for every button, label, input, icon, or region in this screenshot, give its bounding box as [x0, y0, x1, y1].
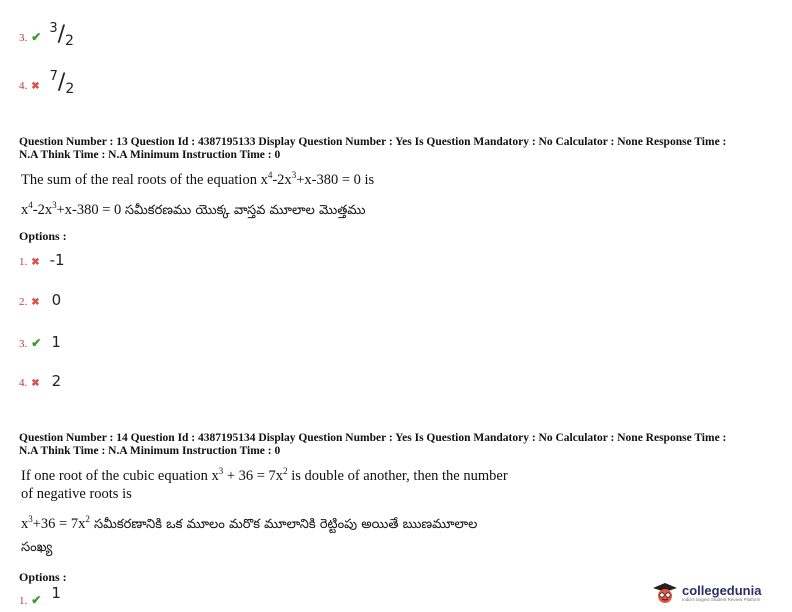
- q14-question-te: $x^3+36 = 7x^2$ సమీకరణానికి ఒక మూలం మరొక మూలానికి రెట్టింపు అయితే ఋణమూలాల: [21, 514, 478, 532]
- q13-options-label: Options :: [19, 229, 67, 243]
- q13-option-4: [19, 372, 61, 391]
- option-number: 1.: [19, 595, 28, 607]
- q13-question-en: The sum of the real roots of the equation $x^4-2x^3+x-380 = 0$ is: [21, 170, 375, 188]
- q13-option-1: [19, 251, 65, 270]
- option-number: 4.: [19, 80, 28, 92]
- wrong-cross-icon: ✖: [31, 257, 40, 268]
- q14-question-en-line2: of negative roots is: [21, 485, 132, 502]
- wrong-cross-icon: ✖: [31, 81, 40, 92]
- q14-meta-line1: Question Number : 14 Question Id : 4387195134 Display Question Number : Yes Is Question Mandatory : No Calculator : None Response Time :: [19, 432, 727, 444]
- option-fraction: $^3/_2$: [49, 21, 74, 49]
- logo-name: collegedunia: [682, 582, 762, 598]
- option-number: 3.: [19, 32, 28, 44]
- option-number: 4.: [19, 377, 28, 389]
- logo-tagline: India's largest Student Review Platform: [682, 596, 761, 602]
- q14-meta-line2: N.A Think Time : N.A Minimum Instruction Time : 0: [19, 445, 281, 457]
- q13-meta-line1: Question Number : 13 Question Id : 4387195133 Display Question Number : Yes Is Question Mandatory : No Calculator : None Response Time :: [19, 136, 727, 148]
- wrong-cross-icon: ✖: [31, 378, 40, 389]
- option-value: 0: [51, 291, 62, 309]
- correct-check-icon: ✔: [31, 30, 42, 44]
- q13-meta-line2: N.A Think Time : N.A Minimum Instruction Time : 0: [19, 149, 281, 161]
- option-fraction: $^7/_2$: [49, 69, 75, 97]
- q14-question-te-line2: సంఖ్య: [21, 540, 53, 555]
- option-value: 2: [51, 372, 62, 390]
- option-number: 1.: [19, 256, 28, 268]
- q14-options-label: Options :: [19, 570, 67, 584]
- q14-question-en: If one root of the cubic equation $x^3 + 36 = 7x^2$ is double of another, then the number of negative roots is: [21, 466, 508, 502]
- q13-question-te: $x^4-2x^3+x-380 = 0$ సమీకరణము యొక్క వాస్తవ మూలాల మొత్తము: [21, 200, 366, 218]
- q13-option-2: [19, 291, 61, 310]
- option-value: 1: [51, 333, 61, 351]
- q14-meta: [19, 432, 779, 458]
- collegedunia-logo: [652, 582, 761, 604]
- option-number: 2.: [19, 296, 28, 308]
- q13-option-3: [19, 333, 61, 352]
- graduate-face-icon: [652, 582, 678, 604]
- wrong-cross-icon: ✖: [31, 297, 40, 308]
- correct-check-icon: ✔: [31, 593, 42, 607]
- option-number: 3.: [19, 338, 28, 350]
- top-option-4: [19, 70, 74, 95]
- top-option-3: [19, 22, 74, 47]
- option-value: 1: [51, 584, 61, 602]
- option-value: -1: [49, 251, 65, 269]
- q14-option-1: [19, 584, 61, 609]
- correct-check-icon: ✔: [31, 336, 42, 350]
- q13-meta: [19, 136, 779, 162]
